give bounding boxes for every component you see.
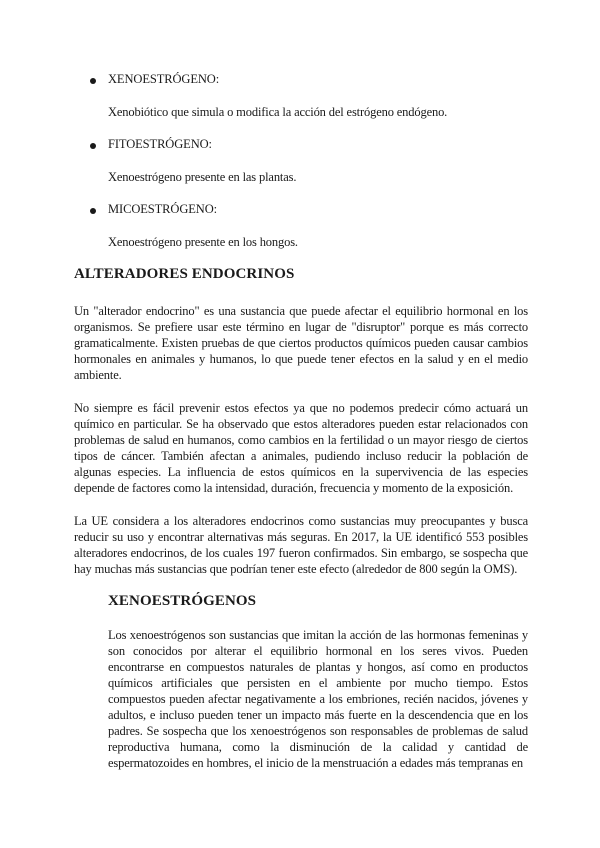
definition-term: XENOESTRÓGENO: <box>108 72 220 86</box>
definition-term: FITOESTRÓGENO: <box>108 137 212 151</box>
section-heading-disruptors: ALTERADORES ENDOCRINOS <box>74 266 295 282</box>
definition-term: MICOESTRÓGENO: <box>108 202 218 216</box>
bullet-icon <box>90 143 96 149</box>
bullet-icon <box>90 208 96 214</box>
section-heading-xenoestrogens: XENOESTRÓGENOS <box>108 593 257 609</box>
definition-description: Xenoestrógeno presente en los hongos. <box>108 235 298 249</box>
bullet-icon <box>90 78 96 84</box>
paragraph-disruptors-2: No siempre es fácil prevenir estos efectos ya que no podemos predecir cómo actuará un químico en particular. Se ha observado que estos alteradores pueden estar relacionados con problemas de salud en humanos, como cambios en la fertilidad o un mayor riesgo de ciertos tipos de cáncer. También afectan a animales, pudiendo incluso reducir la población de algunas especies. La influencia de estos químicos en la supervivencia de las especies depende de factores como la intensidad, duración, frecuencia y momento de la exposición. <box>74 401 528 495</box>
paragraph-disruptors-1: Un "alterador endocrino" es una sustancia que puede afectar el equilibrio hormonal en los organismos. Se prefiere usar este término en lugar de "disruptor" porque es más correcto gramaticalmente. Existen pruebas de que ciertos productos químicos pueden causar cambios hormonales en animales y humanos, lo que puede tener efectos en la salud y en el medio ambiente. <box>74 304 528 382</box>
definition-description: Xenoestrógeno presente en las plantas. <box>108 170 297 184</box>
paragraph-xenoestrogens: Los xenoestrógenos son sustancias que imitan la acción de las hormonas femeninas y son conocidos por alterar el equilibrio hormonal en los seres vivos. Pueden encontrarse en compuestos naturales de plantas y hongos, así como en productos químicos artificiales que persisten en el ambiente por mucho tiempo. Estos compuestos pueden afectar negativamente a los embriones, recién nacidos, jóvenes y adultos, e incluso pueden tener un impacto más fuerte en la descendencia que en los padres. Se sospecha que los xenoestrógenos son responsables de problemas de salud reproductiva humana, como la disminución de la calidad y cantidad de espermatozoides en hombres, el inicio de la menstruación a edades más tempranas en <box>108 628 528 770</box>
paragraph-disruptors-3: La UE considera a los alteradores endocrinos como sustancias muy preocupantes y busca reducir su uso y encontrar alternativas más seguras. En 2017, la UE identificó 553 posibles alteradores endocrinos, de los cuales 197 fueron confirmados. Sin embargo, se sospecha que hay muchas más sustancias que podrían tener este efecto (alrededor de 800 según la OMS). <box>74 514 528 576</box>
definition-description: Xenobiótico que simula o modifica la acción del estrógeno endógeno. <box>108 105 448 119</box>
